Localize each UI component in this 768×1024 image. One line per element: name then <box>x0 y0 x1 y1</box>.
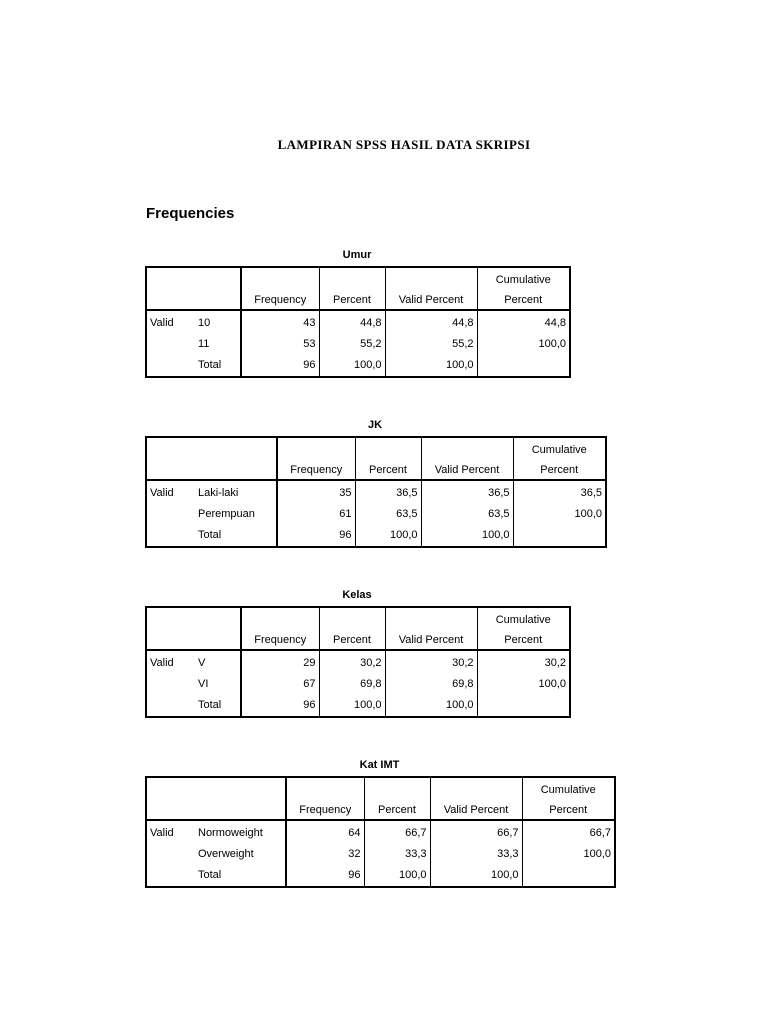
table-row <box>146 695 570 717</box>
header-row <box>146 607 570 631</box>
frequency-table <box>145 436 607 548</box>
table-row <box>146 310 570 334</box>
table-caption: JK <box>367 419 383 431</box>
header-cumulative: Cumulative <box>540 784 596 796</box>
valid-percent-cell: 55,2 <box>385 334 477 355</box>
header-cumulative: Cumulative <box>495 614 551 626</box>
header-cumulative-percent: Percent <box>522 801 615 820</box>
cumulative-percent-cell <box>477 355 570 377</box>
cumulative-percent-cell: 66,7 <box>589 827 611 839</box>
frequency-table <box>145 606 571 718</box>
frequency-cell: 67 <box>241 674 319 695</box>
valid-percent-cell: 44,8 <box>385 310 477 334</box>
header-frequency: Frequency <box>241 631 319 650</box>
percent-cell: 66,7 <box>364 820 430 844</box>
header-frequency: Frequency <box>286 801 364 820</box>
table-row <box>146 674 570 695</box>
header-valid-percent: Valid Percent <box>385 291 477 310</box>
percent-cell: 63,5 <box>355 504 421 525</box>
category-label: VI <box>195 674 241 695</box>
header-cumulative-percent: Percent <box>513 461 606 480</box>
valid-percent-cell: 100,0 <box>430 865 522 887</box>
table-row <box>146 334 570 355</box>
header-cumulative: Cumulative <box>531 444 587 456</box>
header-row <box>146 437 606 461</box>
header-percent: Percent <box>355 461 421 480</box>
cumulative-percent-cell: 100,0 <box>583 848 611 860</box>
table-row <box>146 650 570 674</box>
header-cumulative: Cumulative <box>495 274 551 286</box>
header-row <box>146 291 570 310</box>
cumulative-percent-cell <box>513 525 606 547</box>
frequency-cell: 96 <box>241 695 319 717</box>
category-label: V <box>195 650 241 674</box>
frequency-cell: 61 <box>277 504 355 525</box>
frequency-cell: 96 <box>286 865 364 887</box>
category-label: 10 <box>195 310 241 334</box>
frequency-cell: 43 <box>241 310 319 334</box>
frequency-cell: 35 <box>277 480 355 504</box>
category-label: Total <box>195 865 286 887</box>
table-caption: Kelas <box>342 589 372 601</box>
header-stub <box>146 437 277 461</box>
header-row <box>146 267 570 291</box>
valid-percent-cell: 100,0 <box>385 355 477 377</box>
table-caption: Umur <box>342 249 372 261</box>
frequency-cell: 53 <box>241 334 319 355</box>
percent-cell: 30,2 <box>319 650 385 674</box>
group-label: Valid <box>150 657 174 669</box>
header-valid-percent: Valid Percent <box>385 631 477 650</box>
category-label: Perempuan <box>195 504 277 525</box>
valid-percent-cell: 36,5 <box>421 480 513 504</box>
cumulative-percent-cell <box>522 865 615 887</box>
table-row <box>146 865 615 887</box>
group-label: Valid <box>150 317 174 329</box>
category-label: Normoweight <box>195 820 286 844</box>
header-row <box>146 801 615 820</box>
percent-cell: 33,3 <box>364 844 430 865</box>
valid-percent-cell: 69,8 <box>385 674 477 695</box>
header-valid-percent: Valid Percent <box>421 461 513 480</box>
valid-percent-cell: 30,2 <box>385 650 477 674</box>
header-valid-percent: Valid Percent <box>430 801 522 820</box>
frequency-table <box>145 266 571 378</box>
percent-cell: 100,0 <box>319 355 385 377</box>
valid-percent-cell: 33,3 <box>430 844 522 865</box>
header-frequency: Frequency <box>241 291 319 310</box>
header-stub <box>146 777 286 801</box>
category-label: Laki-laki <box>195 480 277 504</box>
frequency-cell: 64 <box>286 820 364 844</box>
valid-percent-cell: 63,5 <box>421 504 513 525</box>
cumulative-percent-cell: 44,8 <box>544 317 566 329</box>
header-frequency: Frequency <box>277 461 355 480</box>
table-row <box>146 820 615 844</box>
percent-cell: 55,2 <box>319 334 385 355</box>
header-cumulative-percent: Percent <box>477 631 570 650</box>
frequency-cell: 32 <box>286 844 364 865</box>
percent-cell: 36,5 <box>355 480 421 504</box>
table-row <box>146 480 606 504</box>
valid-percent-cell: 100,0 <box>421 525 513 547</box>
header-cumulative-percent: Percent <box>477 291 570 310</box>
header-row <box>146 631 570 650</box>
frequency-cell: 29 <box>241 650 319 674</box>
category-label: Total <box>195 525 277 547</box>
category-label: Total <box>195 355 241 377</box>
document-title: LAMPIRAN SPSS HASIL DATA SKRIPSI <box>277 137 531 152</box>
category-label: Total <box>195 695 241 717</box>
table-row <box>146 525 606 547</box>
percent-cell: 69,8 <box>319 674 385 695</box>
section-heading: Frequencies <box>146 205 235 222</box>
category-label: Overweight <box>195 844 286 865</box>
header-percent: Percent <box>319 631 385 650</box>
cumulative-percent-cell <box>477 695 570 717</box>
frequency-table <box>145 776 616 888</box>
valid-percent-cell: 66,7 <box>430 820 522 844</box>
table-row <box>146 504 606 525</box>
cumulative-percent-cell: 30,2 <box>544 657 566 669</box>
valid-percent-cell: 100,0 <box>385 695 477 717</box>
cumulative-percent-cell: 100,0 <box>538 338 566 350</box>
cumulative-percent-cell: 100,0 <box>574 508 602 520</box>
header-percent: Percent <box>319 291 385 310</box>
cumulative-percent-cell: 100,0 <box>538 678 566 690</box>
category-label: 11 <box>195 334 241 355</box>
table-row <box>146 844 615 865</box>
group-label: Valid <box>150 827 174 839</box>
table-row <box>146 355 570 377</box>
header-row <box>146 777 615 801</box>
group-label: Valid <box>150 487 174 499</box>
frequency-cell: 96 <box>241 355 319 377</box>
frequency-cell: 96 <box>277 525 355 547</box>
header-percent: Percent <box>364 801 430 820</box>
percent-cell: 44,8 <box>319 310 385 334</box>
cumulative-percent-cell: 36,5 <box>580 487 602 499</box>
percent-cell: 100,0 <box>364 865 430 887</box>
header-stub <box>146 607 241 631</box>
header-stub <box>146 267 241 291</box>
percent-cell: 100,0 <box>355 525 421 547</box>
percent-cell: 100,0 <box>319 695 385 717</box>
table-caption: Kat IMT <box>359 759 400 771</box>
header-row <box>146 461 606 480</box>
